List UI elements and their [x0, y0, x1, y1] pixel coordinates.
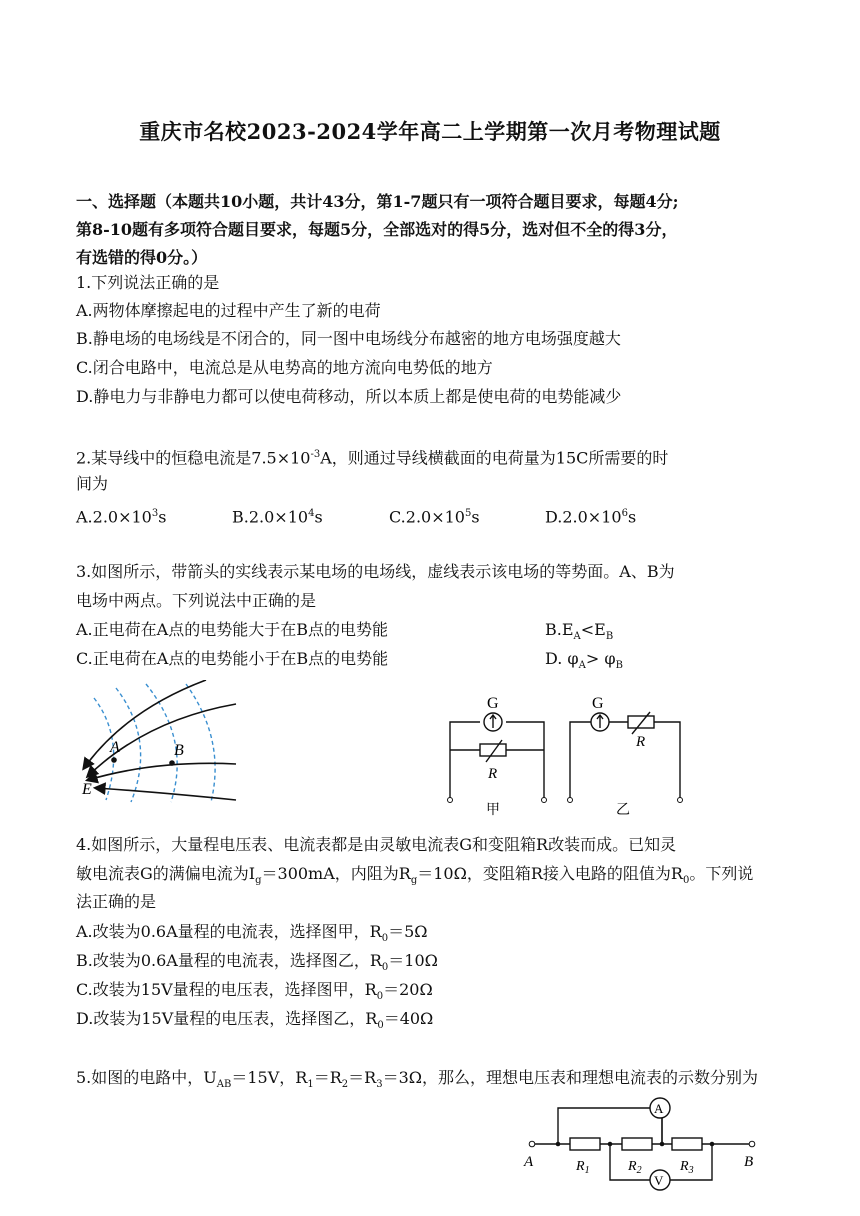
- q1-stem: 1.下列说法正确的是: [76, 273, 220, 292]
- section-header: [76, 188, 788, 272]
- q2-option-c: $C.2.0\times 10^5s$: [389, 507, 480, 527]
- q4-stem: 4.如图所示，大量程电压表、电流表都是由灵敏电流表G和变阻箱R改装而成。已知灵: [76, 835, 677, 854]
- q4-option-b: B.改装为0.6A量程的电流表，选择图乙，$R_0=10\Omega$: [76, 951, 438, 974]
- q4-option-c: C.改装为15V量程的电压表，选择图甲，$R_0=20\Omega$: [76, 980, 433, 1003]
- point-a: [111, 757, 117, 763]
- electric-field-figure: [76, 680, 246, 805]
- q4-option-a: A.改装为0.6A量程的电流表，选择图甲，$R_0=5\Omega$: [76, 922, 428, 945]
- circuit-figure-jia-yi: [440, 688, 690, 818]
- q3-option-a: A.正电荷在A点的电势能大于在B点的电势能: [76, 620, 388, 639]
- g-label-jia: G: [487, 695, 499, 712]
- circuit-figure-q5: [520, 1094, 770, 1198]
- g-label-yi: G: [592, 695, 604, 712]
- q5-stem: 5.如图的电路中，$U_{AB}=15V$，$R_1=R_2=R_3=3\Omega$，那么，理想电压表和理想电流表的示数分别为: [76, 1068, 759, 1091]
- q1-option-d: D.静电力与非静电力都可以使电荷移动，所以本质上都是使电荷的电势能减少: [76, 387, 622, 406]
- q4-stem-cont2: 法正确的是: [76, 892, 157, 911]
- voltmeter-label: V: [654, 1173, 664, 1188]
- q3-option-d: D. $\varphi_A> \varphi_B$: [545, 649, 623, 672]
- q1-option-b: B.静电场的电场线是不闭合的，同一图中电场线分布越密的地方电场强度越大: [76, 329, 621, 348]
- section-line-2: 第8-10题有多项符合题目要求，每题5分，全部选对的得5分，选对但不全的得3分，: [76, 220, 678, 239]
- q3-option-b: $B.E_A<E_B$: [545, 620, 614, 643]
- section-line-1: 一、选择题（本题共10小题，共计43分，第1-7题只有一项符合题目要求，每题4分;: [76, 192, 679, 211]
- q1-option-c: C.闭合电路中，电流总是从电势高的地方流向电势低的地方: [76, 358, 493, 377]
- q2-option-a: $A.2.0\times 10^3s$: [76, 507, 167, 527]
- label-b: B: [174, 742, 184, 759]
- label-a: A: [110, 739, 120, 756]
- q2-option-b: $B.2.0\times 10^4s$: [232, 507, 323, 527]
- terminal-a-label: A: [524, 1154, 534, 1170]
- q1-option-a: A.两物体摩擦起电的过程中产生了新的电荷: [76, 301, 381, 320]
- r-label-jia: R: [488, 766, 498, 782]
- q2-stem: 2.某导线中的恒稳电流是$7.5\times 10^{-3}A$，则通过导线横截面的电荷量为15C所需要的时: [76, 448, 669, 468]
- q4-option-d: D.改装为15V量程的电压表，选择图乙，$R_0=40\Omega$: [76, 1009, 434, 1032]
- r2-label: $R_2$: [628, 1159, 642, 1176]
- q3-option-c: C.正电荷在A点的电势能小于在B点的电势能: [76, 649, 389, 668]
- q3-stem: 3.如图所示，带箭头的实线表示某电场的电场线，虚线表示该电场的等势面。A、B为: [76, 562, 675, 581]
- page-title: 重庆市名校2023-2024学年高二上学期第一次月考物理试题: [139, 119, 721, 144]
- yi-label: 乙: [616, 803, 630, 818]
- q2-option-d: $D.2.0\times 10^6s$: [545, 507, 637, 527]
- point-b: [169, 760, 175, 766]
- ammeter-label: A: [654, 1101, 664, 1116]
- r-label-yi: R: [636, 734, 646, 750]
- jia-label: 甲: [486, 803, 500, 818]
- section-line-3: 有选错的得0分。）: [76, 248, 208, 267]
- terminal-b-label: B: [744, 1154, 754, 1170]
- r1-label: $R_1$: [576, 1159, 590, 1176]
- q3-stem-cont: 电场中两点。下列说法中正确的是: [76, 591, 317, 610]
- field-lines: [84, 680, 236, 800]
- q4-stem-cont: 敏电流表G的满偏电流为$I_g=300mA$，内阻为$R_g=10\Omega$，变阻箱R接入电路的阻值为$R_0$。下列说: [76, 864, 754, 887]
- label-e: E: [82, 781, 92, 798]
- q2-stem-cont: 间为: [76, 474, 109, 493]
- r3-label: $R_3$: [680, 1159, 694, 1176]
